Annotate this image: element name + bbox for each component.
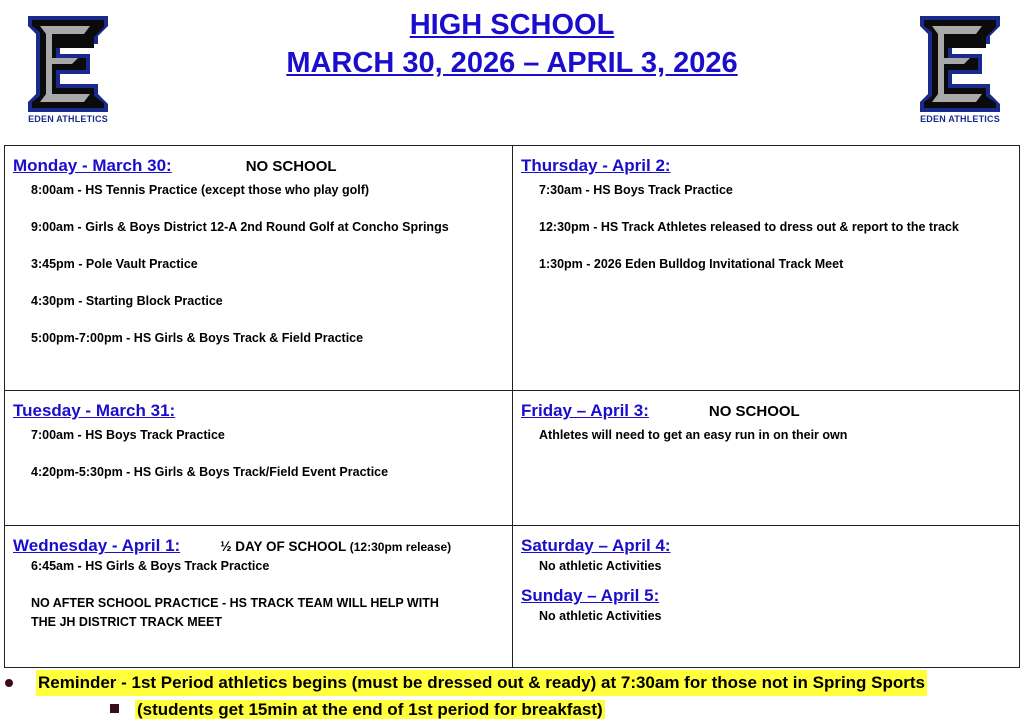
list-item: 8:00am - HS Tennis Practice (except those who play golf) [31, 183, 370, 197]
reminder-sub-text: (students get 15min at the end of 1st period for breakfast) [137, 700, 603, 719]
day-note-wednesday [220, 539, 451, 554]
list-item: 1:30pm - 2026 Eden Bulldog Invitational Track Meet [539, 257, 844, 271]
day-cell-thursday [513, 146, 1020, 391]
day-note-friday: NO SCHOOL [708, 403, 800, 420]
list-item: 3:45pm - Pole Vault Practice [31, 257, 198, 271]
list-item: No athletic Activities [539, 559, 662, 573]
day-cell-weekend [513, 526, 1020, 668]
day-name-sunday: Sunday – April 5: [521, 586, 660, 605]
day-name-wednesday: Wednesday - April 1: [13, 536, 181, 555]
list-item: 4:30pm - Starting Block Practice [31, 294, 223, 308]
list-item: 7:30am - HS Boys Track Practice [539, 183, 733, 197]
day-cell-wednesday [5, 526, 513, 668]
logo-text: EDEN ATHLETICS [28, 114, 108, 124]
header-date-range: MARCH 30, 2026 – APRIL 3, 2026 [286, 47, 738, 79]
list-item: 7:00am - HS Boys Track Practice [31, 428, 225, 442]
item-list-wednesday [5, 558, 512, 632]
reminder-main: Reminder - 1st Period athletics begins (must be dressed out & ready) at 7:30am for those not in Spring Sports [36, 670, 927, 696]
day-note-monday: NO SCHOOL [245, 158, 337, 175]
list-item: 6:45am - HS Girls & Boys Track Practice [31, 559, 270, 573]
list-item: 9:00am - Girls & Boys District 12-A 2nd Round Golf at Concho Springs [31, 220, 449, 234]
day-note-wednesday-small: (12:30pm release) [349, 540, 452, 554]
schedule-table [4, 145, 1020, 668]
day-cell-friday [513, 391, 1020, 526]
bullet-circle-icon [5, 679, 13, 687]
day-name-tuesday: Tuesday - March 31: [13, 401, 176, 420]
item-list-sunday [513, 608, 1019, 624]
reminder-sub [110, 698, 605, 722]
day-cell-tuesday [5, 391, 513, 526]
list-item: 4:20pm-5:30pm - HS Girls & Boys Track/Field Event Practice [31, 465, 389, 479]
item-list-friday [513, 427, 1019, 443]
day-cell-monday [5, 146, 513, 391]
day-name-monday: Monday - March 30: [13, 156, 172, 175]
list-item: NO AFTER SCHOOL PRACTICE - HS TRACK TEAM WILL HELP WITH THE JH DISTRICT TRACK MEET [31, 596, 439, 629]
day-note-wednesday-main: ½ DAY OF SCHOOL [220, 539, 346, 554]
page-header [0, 6, 1024, 82]
logo-text: EDEN ATHLETICS [920, 114, 1000, 124]
item-list-thursday [513, 182, 1019, 272]
day-name-saturday: Saturday – April 4: [521, 536, 671, 555]
list-item: 12:30pm - HS Track Athletes released to dress out & report to the track [539, 220, 959, 234]
header-title: HIGH SCHOOL [409, 9, 615, 41]
day-name-friday: Friday – April 3: [521, 401, 649, 420]
list-item: Athletes will need to get an easy run in on their own [539, 428, 848, 442]
bullet-square-icon [110, 704, 119, 713]
list-item: 5:00pm-7:00pm - HS Girls & Boys Track & Field Practice [31, 331, 364, 345]
item-list-tuesday [5, 427, 512, 480]
item-list-saturday [513, 558, 1019, 574]
item-list-monday [5, 182, 512, 346]
list-item: No athletic Activities [539, 609, 662, 623]
day-name-thursday: Thursday - April 2: [521, 156, 671, 175]
